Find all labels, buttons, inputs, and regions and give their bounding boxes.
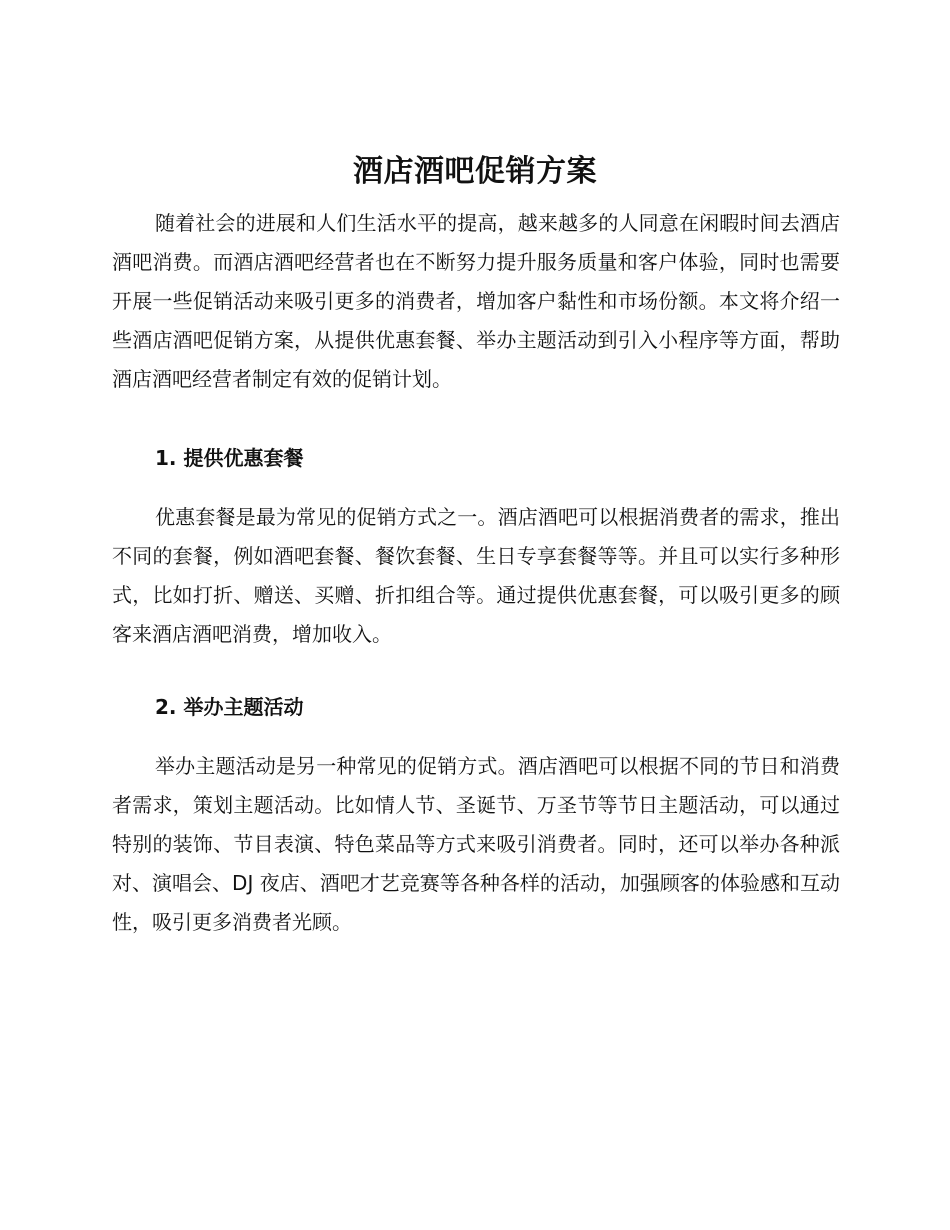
- section-body-events: 举办主题活动是另一种常见的促销方式。酒店酒吧可以根据不同的节日和消费者需求，策划主题活动。比如情人节、圣诞节、万圣节等节日主题活动，可以通过特别的装饰、节目表演、特色菜品等方式来吸引消费者。同时，还可以举办各种派对、演唱会、DJ 夜店、酒吧才艺竞赛等各种各样的活动，加强顾客的体验感和互动性，吸引更多消费者光顾。: [112, 754, 840, 934]
- intro-paragraph: 随着社会的进展和人们生活水平的提高，越来越多的人同意在闲暇时间去酒店酒吧消费。而酒店酒吧经营者也在不断努力提升服务质量和客户体验，同时也需要开展一些促销活动来吸引更多的消费者，增加客户黏性和市场份额。本文将介绍一些酒店酒吧促销方案，从提供优惠套餐、举办主题活动到引入小程序等方面，帮助酒店酒吧经营者制定有效的促销计划。: [112, 211, 840, 391]
- section-heading-events: 2. 举办主题活动: [155, 695, 304, 719]
- section-body-offers: 优惠套餐是最为常见的促销方式之一。酒店酒吧可以根据消费者的需求，推出不同的套餐，例如酒吧套餐、餐饮套餐、生日专享套餐等等。并且可以实行多种形式，比如打折、赠送、买赠、折扣组合等。通过提供优惠套餐，可以吸引更多的顾客来酒店酒吧消费，增加收入。: [112, 505, 840, 646]
- document-title: 酒店酒吧促销方案: [353, 154, 597, 189]
- section-heading-offers: 1. 提供优惠套餐: [155, 446, 304, 470]
